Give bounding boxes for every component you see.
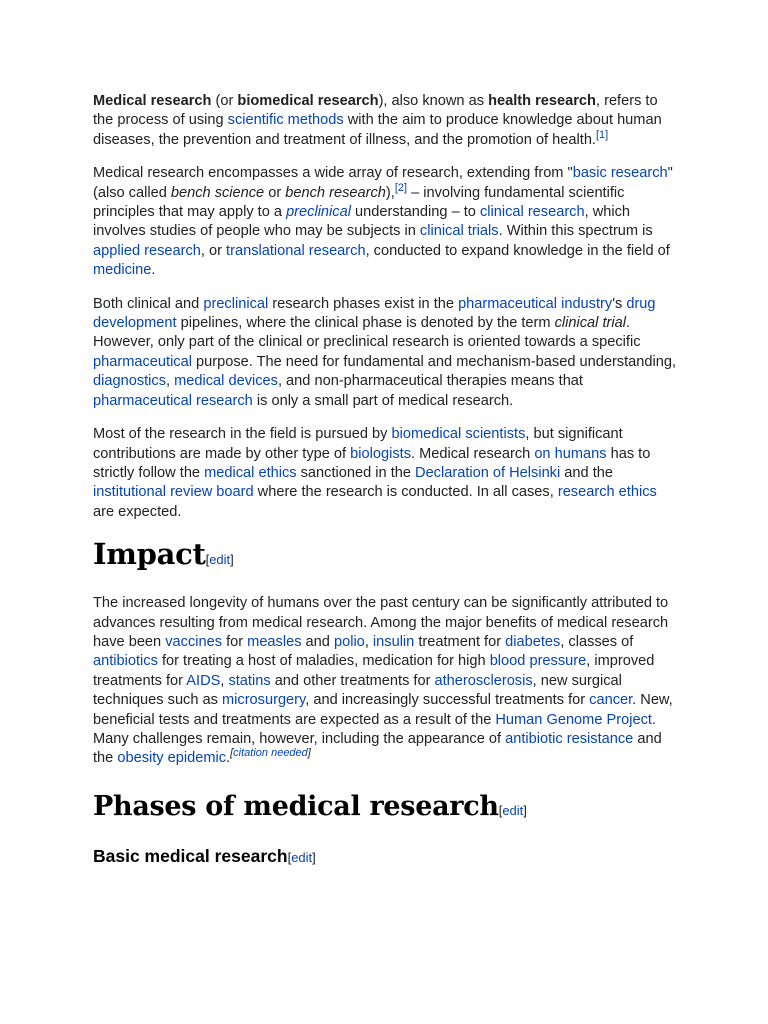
text: . Within this spectrum is (498, 223, 653, 240)
bracket: [ (205, 552, 210, 568)
link-drug-development[interactable]: drug development (93, 295, 656, 332)
text: , but significant contributions are made by other type of (93, 426, 623, 462)
reference-1 (596, 129, 608, 141)
text: Most of the research in the field is pursued by (93, 426, 392, 443)
link-preclinical[interactable]: preclinical (203, 295, 269, 312)
text: with the aim to produce knowledge about human diseases, the prevention and treatment of illness, and the promotion of health. (93, 112, 662, 148)
text: is only a small part of medical research. (252, 392, 514, 409)
text: purpose. The need for fundamental and mechanism-based understanding, (191, 353, 677, 370)
link-clinical-trials[interactable]: clinical trials (419, 223, 499, 240)
link-pharmaceutical-industry[interactable]: pharmaceutical industry (458, 295, 613, 312)
heading-text: Basic medical research (93, 845, 288, 866)
link-vaccines[interactable]: vaccines (165, 633, 223, 650)
link-diagnostics[interactable]: diagnostics (93, 373, 167, 390)
bracket: [ (230, 747, 234, 760)
text: are expected. (93, 503, 182, 520)
intro-paragraph-1 (93, 92, 678, 150)
link-measles[interactable]: measles (247, 633, 302, 650)
text: . New, beneficial tests and treatments are expected as a result of the (93, 692, 673, 728)
bracket: [ (498, 802, 503, 818)
text: sanctioned in the (296, 464, 416, 481)
link-obesity-epidemic[interactable]: obesity epidemic (117, 750, 227, 767)
text: understanding – to (350, 204, 480, 221)
text: Both clinical and (93, 295, 204, 312)
text: , refers to the process of using (93, 93, 658, 129)
edit-link-basic[interactable]: edit (291, 849, 313, 865)
reference-link[interactable]: [1] (596, 128, 609, 141)
text: – involving fundamental scientific principles that may apply to a (93, 184, 625, 221)
text: or (264, 184, 286, 201)
link-diabetes[interactable]: diabetes (505, 633, 561, 650)
edit-link-phases[interactable]: edit (502, 802, 524, 818)
impact-paragraph (93, 594, 678, 769)
text: for treating a host of maladies, medication for high (157, 653, 490, 670)
text: ), (385, 184, 395, 201)
reference-link[interactable]: [2] (394, 181, 408, 194)
text: " (also called (93, 165, 673, 201)
text: where the research is conducted. In all cases, (253, 484, 558, 501)
text: (or (211, 93, 238, 109)
text: ), also known as (378, 93, 489, 109)
text: , conducted to expand knowledge in the field of (365, 242, 670, 259)
intro-paragraph-3 (93, 295, 678, 411)
link-clinical-research[interactable]: clinical research (479, 204, 585, 221)
link-declaration-of-helsinki[interactable]: Declaration of Helsinki (415, 464, 561, 481)
link-polio[interactable]: polio (333, 633, 365, 650)
link-antibiotics[interactable]: antibiotics (93, 653, 158, 670)
text: pipelines, where the clinical phase is denoted by the term (176, 315, 555, 332)
bold-term: Medical research (93, 93, 212, 109)
edit-section (499, 803, 527, 818)
italic-term: bench science (170, 184, 265, 201)
reference-2 (395, 182, 407, 194)
bracket: ] (307, 747, 311, 760)
section-heading-impact (93, 536, 678, 578)
italic-term: bench research (285, 184, 386, 201)
link-medical-ethics[interactable]: medical ethics (204, 464, 297, 481)
link-translational-research[interactable]: translational research (226, 242, 366, 259)
intro-paragraph-2 (93, 164, 678, 280)
article-body (93, 92, 678, 869)
text: research phases exist in the (268, 295, 459, 312)
text: . Medical research (411, 445, 535, 462)
text: . Many challenges remain, however, including the appearance of (93, 711, 656, 747)
text: , (220, 672, 229, 689)
edit-section (206, 552, 234, 567)
text: . (226, 750, 231, 767)
bracket: [ (287, 849, 292, 865)
text: . However, only part of the clinical or preclinical research is oriented towards a specific (93, 315, 641, 351)
link-biomedical-scientists[interactable]: biomedical scientists (391, 426, 526, 443)
link-basic-research[interactable]: basic research (572, 165, 668, 182)
link-biologists[interactable]: biologists (350, 445, 412, 462)
text: , improved treatments for (93, 653, 655, 689)
text: The increased longevity of humans over the past century can be significantly attributed to advances resulting from medical research. Among the major benefits of medical research have been (93, 595, 669, 650)
link-microsurgery[interactable]: microsurgery (222, 692, 306, 709)
link-pharmaceutical-research[interactable]: pharmaceutical research (93, 392, 253, 409)
text: , which involves studies of people who may be subjects in (93, 204, 631, 240)
link-preclinical[interactable] (286, 204, 351, 220)
link-research-ethics[interactable]: research ethics (557, 484, 657, 501)
text: for (222, 633, 248, 650)
italic-term: clinical trial (554, 315, 626, 332)
link-human-genome-project[interactable]: Human Genome Project (495, 711, 652, 728)
text: , and non-pharmaceutical therapies means that (277, 373, 583, 390)
citation-needed (230, 748, 311, 760)
bold-term: biomedical research (237, 93, 379, 109)
text: treatment for (414, 633, 506, 650)
link-cancer[interactable]: cancer (589, 692, 633, 709)
text: , (364, 633, 373, 650)
bracket: ] (523, 802, 527, 818)
link-insulin[interactable]: insulin (372, 633, 415, 650)
link-statins[interactable]: statins (228, 672, 271, 689)
edit-link-impact[interactable]: edit (209, 552, 231, 568)
intro-paragraph-4 (93, 425, 678, 522)
text: , (166, 373, 175, 390)
italic-link-text: preclinical (286, 204, 351, 221)
link-atherosclerosis[interactable]: atherosclerosis (434, 672, 533, 689)
citation-needed-link[interactable]: citation needed (233, 747, 308, 760)
text: , classes of (560, 633, 634, 650)
link-scientific-methods[interactable]: scientific methods (227, 112, 344, 129)
text: and the (93, 730, 662, 767)
link-antibiotic-resistance[interactable]: antibiotic resistance (505, 730, 634, 747)
link-on-humans[interactable]: on humans (534, 445, 607, 462)
heading-text: Impact (93, 537, 206, 572)
bold-term: health research (488, 93, 596, 109)
bracket: ] (312, 849, 316, 865)
link-aids[interactable]: AIDS (186, 672, 221, 689)
text: . (151, 262, 156, 279)
text: Medical research encompasses a wide array of research, extending from " (93, 165, 573, 182)
text: and other treatments for (270, 672, 435, 689)
subsection-heading-basic (93, 845, 678, 869)
text: , and increasingly successful treatments for (305, 692, 590, 709)
text: , new surgical techniques such as (93, 672, 622, 709)
text: has to strictly follow the (93, 445, 651, 481)
text: and the (560, 464, 613, 481)
heading-text: Phases of medical research (93, 790, 499, 822)
edit-section (288, 850, 316, 865)
link-pharmaceutical[interactable]: pharmaceutical (93, 353, 192, 370)
link-institutional-review-board[interactable]: institutional review board (93, 484, 254, 501)
link-medicine[interactable]: medicine (93, 262, 152, 279)
link-blood-pressure[interactable]: blood pressure (489, 653, 587, 670)
text: and (301, 633, 334, 650)
link-applied-research[interactable]: applied research (93, 242, 201, 259)
section-heading-phases (93, 789, 678, 829)
bracket: ] (230, 552, 234, 568)
link-medical-devices[interactable]: medical devices (174, 373, 278, 390)
text: , or (200, 242, 227, 259)
text: 's (612, 295, 627, 312)
